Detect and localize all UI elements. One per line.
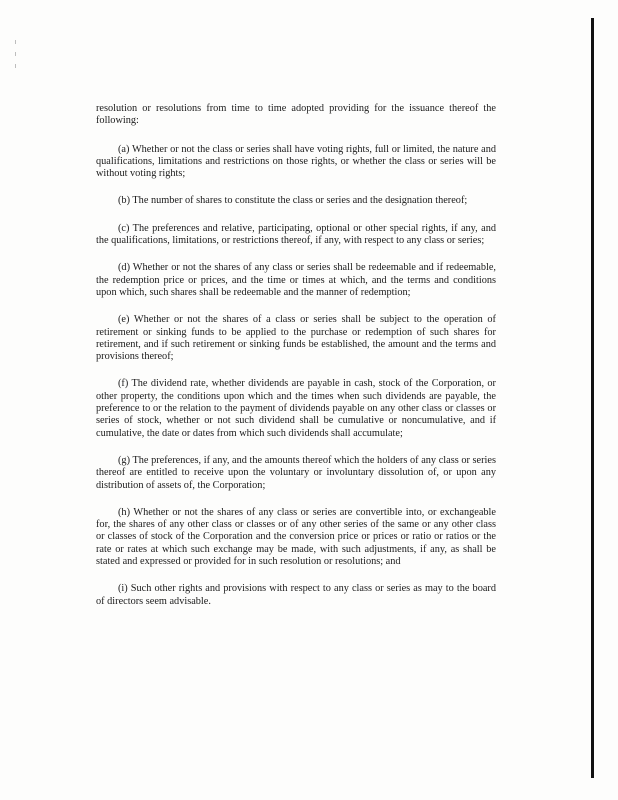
scan-edge-border bbox=[591, 18, 594, 778]
intro-paragraph: resolution or resolutions from time to time adopted providing for the issuance thereof the following: bbox=[96, 103, 496, 127]
scan-mark bbox=[15, 64, 16, 68]
clause-a: (a) Whether or not the class or series shall have voting rights, full or limited, the nature and qualifications, limitations and restrictions on those rights, or whether the class or series will be without voting rights; bbox=[96, 143, 496, 180]
clause-e: (e) Whether or not the shares of a class or series shall be subject to the operation of retirement or sinking funds to be applied to the purchase or redemption of such shares for retirement, and if such retirement or sinking funds be established, the amount and the terms and provisions thereof; bbox=[96, 314, 496, 363]
scan-margin-marks bbox=[14, 40, 18, 80]
clause-f: (f) The dividend rate, whether dividends are payable in cash, stock of the Corporation, or other property, the conditions upon which and the times when such dividends are payable, the preference to or the relation to the payment of dividends payable on any other class or classes or series of stock, whether or not such dividend shall be cumulative or noncumulative, and if cumulative, the date or dates from which such dividends shall accumulate; bbox=[96, 378, 496, 439]
clause-h: (h) Whether or not the shares of any class or series are convertible into, or exchangeable for, the shares of any other class or classes or of any other series of the same or any other class or classes of stock of the Corporation and the conversion price or prices or ratio or ratios or the rate or rates at which such exchange may be made, with such adjustments, if any, as shall be stated and expressed or provided for in such resolution or resolutions; and bbox=[96, 506, 496, 568]
clause-b: (b) The number of shares to constitute the class or series and the designation thereof; bbox=[118, 195, 468, 207]
clause-c: (c) The preferences and relative, participating, optional or other special rights, if any, and the qualifications, limitations, or restrictions thereof, if any, with respect to any class or series; bbox=[96, 222, 496, 247]
clause-d: (d) Whether or not the shares of any class or series shall be redeemable and if redeemable, the redemption price or prices, and the time or times at which, and the terms and conditions upon which, such shares shall be redeemable and the manner of redemption; bbox=[96, 262, 496, 298]
clause-g: (g) The preferences, if any, and the amounts thereof which the holders of any class or series thereof are entitled to receive upon the voluntary or involuntary dissolution of, or upon any distribution of assets of, the Corporation; bbox=[96, 454, 496, 491]
scan-mark bbox=[15, 40, 16, 44]
document-body bbox=[96, 103, 496, 623]
clause-i: (i) Such other rights and provisions with respect to any class or series as may to the board of directors seem advisable. bbox=[96, 583, 496, 607]
scan-mark bbox=[15, 52, 16, 56]
